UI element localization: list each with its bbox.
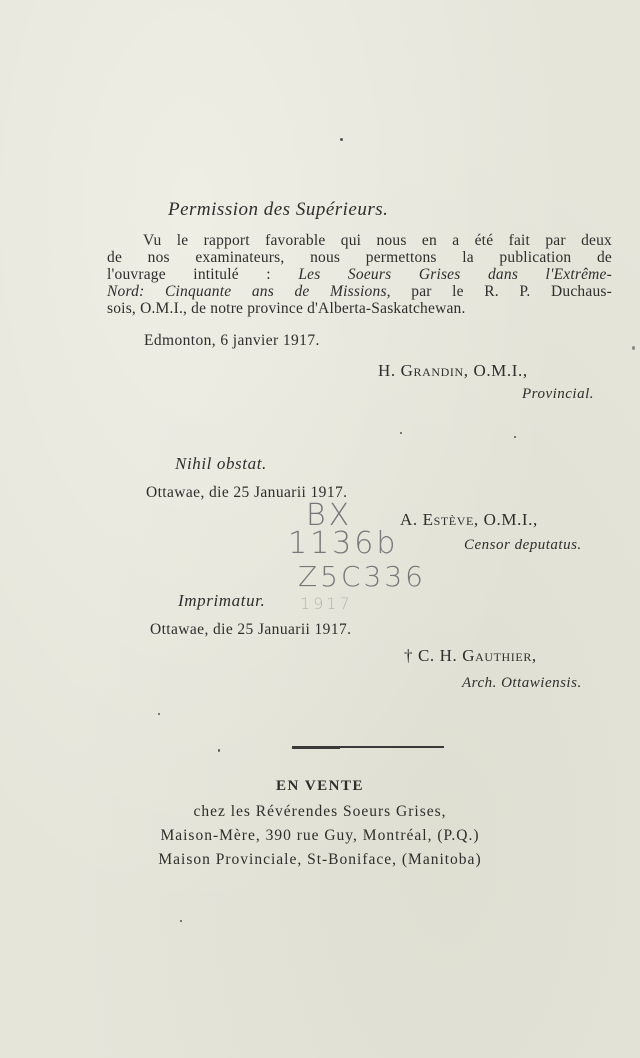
decorative-rule [292,746,444,748]
nihil-obstat-role: Censor deputatus. [464,537,582,553]
imprimatur-date: Ottawae, die 25 Januarii 1917. [150,621,352,638]
imprimatur-role: Arch. Ottawiensis. [462,675,582,691]
en-vente-title: EN VENTE [276,778,364,794]
permission-line-4b: par le R. P. Duchaus- [390,283,612,300]
nihil-obstat-heading: Nihil obstat. [175,454,267,473]
grandin-order: O.M.I., [473,361,528,380]
permission-line-4 [107,283,612,300]
nihil-obstat-date: Ottawae, die 25 Januarii 1917. [146,484,348,501]
en-vente-line-1: chez les Révérendes Soeurs Grises, [193,803,447,820]
permission-role: Provincial. [522,386,595,402]
gauthier-name: Gauthier, [462,646,537,665]
permission-line-5: sois, O.M.I., de notre province d'Alberta-Saskatchewan. [107,300,466,317]
permission-date: Edmonton, 6 janvier 1917. [144,332,320,349]
grandin-name: Grandin, [400,361,469,380]
handwritten-call-number-line-2: 1136b [288,526,399,561]
esteve-order: O.M.I., [483,510,538,529]
handwritten-call-number-line-4: 1917 [300,594,353,613]
handwritten-call-number-line-3: Z5C336 [298,560,426,593]
paper-speck [514,436,516,438]
paper-speck [340,138,343,141]
paper-speck [218,749,220,752]
decorative-rule-thick-part [292,746,340,749]
imprimatur-signature [404,646,537,666]
book-title-part-1: Les Soeurs Grises dans l'Extrême- [298,266,612,283]
grandin-initial: H. [378,361,396,380]
paper-speck [180,920,182,922]
permission-signature [378,361,528,381]
paper-speck [400,432,402,434]
paper-speck [158,713,160,715]
handwritten-call-number-line-1: BX [306,498,353,533]
permission-heading: Permission des Supérieurs. [168,199,389,220]
gauthier-prefix: † C. H. [404,646,458,665]
permission-line-3 [107,266,612,283]
esteve-initial: A. [400,510,418,529]
permission-paragraph [107,232,612,317]
imprimatur-heading: Imprimatur. [178,591,266,610]
permission-line-1: Vu le rapport favorable qui nous en a été fait par deux [143,232,612,249]
book-title-part-2: Nord: Cinquante ans de Missions, [107,283,391,300]
paper-speck [632,346,635,350]
en-vente-line-3: Maison Provinciale, St-Boniface, (Manitoba) [158,851,482,868]
nihil-obstat-signature [400,510,538,530]
permission-line-3a: l'ouvrage intitulé : [107,266,299,283]
esteve-name: Estève, [422,510,479,529]
en-vente-line-2: Maison-Mère, 390 rue Guy, Montréal, (P.Q.) [160,827,480,844]
permission-line-2: de nos examinateurs, nous permettons la publication de [107,249,612,266]
